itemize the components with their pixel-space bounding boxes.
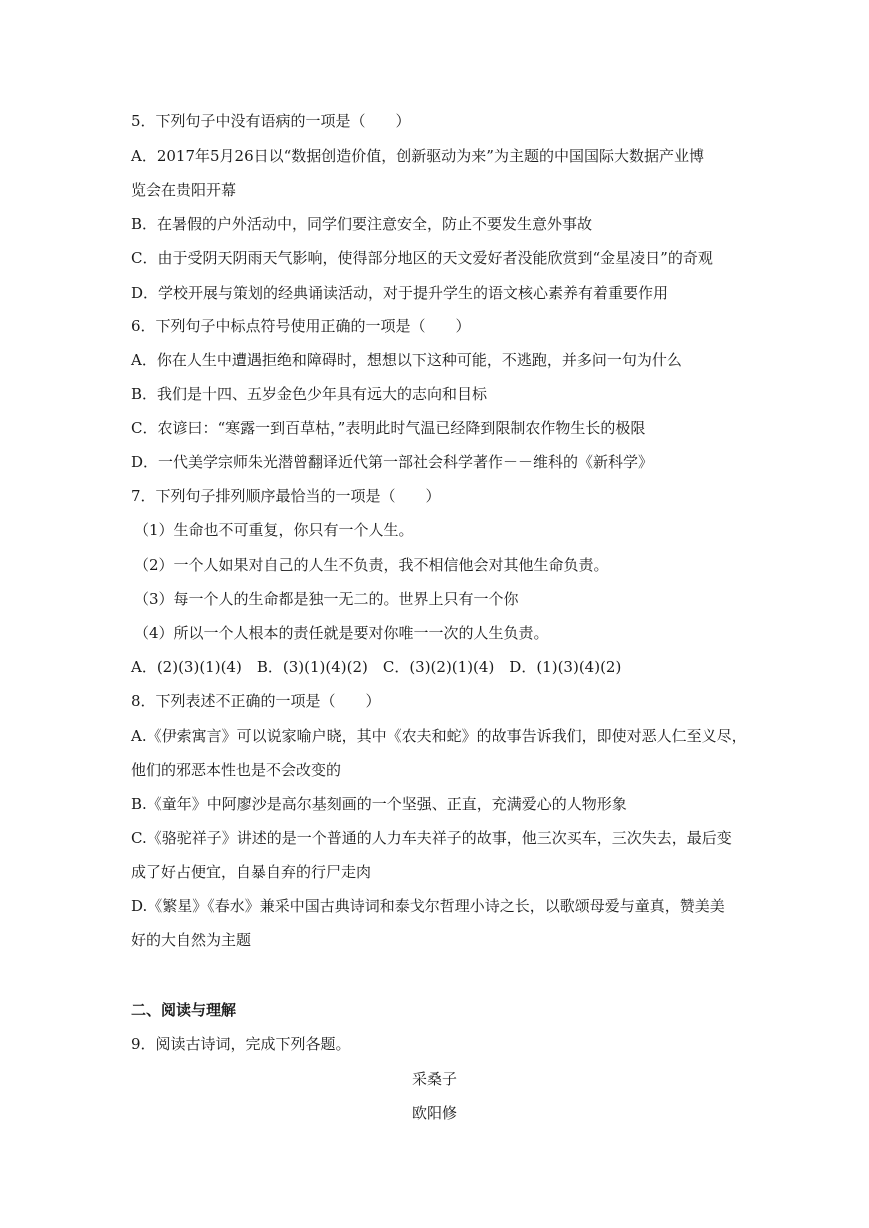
- poem-author: 欧阳修: [411, 1104, 457, 1122]
- q5-option-a-line1: A．2017年5月26日以“数据创造价值，创新驱动为来”为主题的中国国际大数据产业博: [131, 147, 704, 165]
- q6-option-d: D．一代美学宗师朱光潜曾翻译近代第一部社会科学著作－－维科的《新科学》: [131, 453, 654, 471]
- q8-option-d-line2: 好的大自然为主题: [131, 931, 252, 949]
- q6-option-c: C．农谚曰：“寒露一到百草枯，”表明此时气温已经降到限制农作物生长的极限: [131, 419, 646, 437]
- q7-stem: 7．下列句子排列顺序最恰当的一项是（ ）: [131, 487, 441, 505]
- q5-option-d: D．学校开展与策划的经典诵读活动，对于提升学生的语文核心素养有着重要作用: [131, 284, 669, 302]
- q5-option-b: B．在暑假的户外活动中，同学们要注意安全，防止不要发生意外事故: [131, 215, 593, 233]
- q7-sentence-1: （1）生命也不可重复，你只有一个人生。: [134, 521, 414, 539]
- poem-title: 采桑子: [411, 1070, 457, 1088]
- q8-option-c-line2: 成了好占便宜，自暴自弃的行尸走肉: [131, 863, 372, 881]
- q8-option-a-line1: A.《伊索寓言》可以说家喻户晓，其中《农夫和蛇》的故事告诉我们，即使对恶人仁至义尽，: [131, 727, 747, 745]
- q5-stem: 5．下列句子中没有语病的一项是（ ）: [131, 112, 411, 130]
- q6-option-a: A．你在人生中遭遇拒绝和障碍时，想想以下这种可能，不逃跑，并多问一句为什么: [131, 351, 682, 369]
- q7-sentence-2: （2）一个人如果对自己的人生不负责，我不相信他会对其他生命负责。: [134, 556, 609, 574]
- q5-option-a-line2: 览会在贵阳开幕: [131, 181, 237, 199]
- q7-sentence-4: （4）所以一个人根本的责任就是要对你唯一一次的人生负责。: [134, 624, 549, 642]
- q8-stem: 8．下列表述不正确的一项是（ ）: [131, 692, 381, 710]
- section-heading: 二、阅读与理解: [131, 1001, 237, 1019]
- q7-sentence-3: （3）每一个人的生命都是独一无二的。世界上只有一个你: [134, 590, 519, 608]
- q8-option-b: B.《童年》中阿廖沙是高尔基刻画的一个坚强、正直，充满爱心的人物形象: [131, 795, 627, 813]
- q5-option-c: C．由于受阴天阴雨天气影响，使得部分地区的天文爱好者没能欣赏到“金星凌日”的奇观: [131, 249, 713, 267]
- q8-option-d-line1: D.《繁星》《春水》兼采中国古典诗词和泰戈尔哲理小诗之长，以歌颂母爱与童真，赞美美: [131, 897, 725, 915]
- q6-stem: 6．下列句子中标点符号使用正确的一项是（ ）: [131, 317, 471, 335]
- q8-option-a-line2: 他们的邪恶本性也是不会改变的: [131, 761, 342, 779]
- q8-option-c-line1: C.《骆驼祥子》讲述的是一个普通的人力车夫祥子的故事，他三次买车，三次失去，最后变: [131, 829, 732, 847]
- q7-options: A．(2)(3)(1)(4) B．(3)(1)(4)(2) C．(3)(2)(1)(4) D．(1)(3)(4)(2): [131, 658, 622, 676]
- q6-option-b: B．我们是十四、五岁金色少年具有远大的志向和目标: [131, 385, 488, 403]
- q9-stem: 9．阅读古诗词，完成下列各题。: [131, 1035, 351, 1053]
